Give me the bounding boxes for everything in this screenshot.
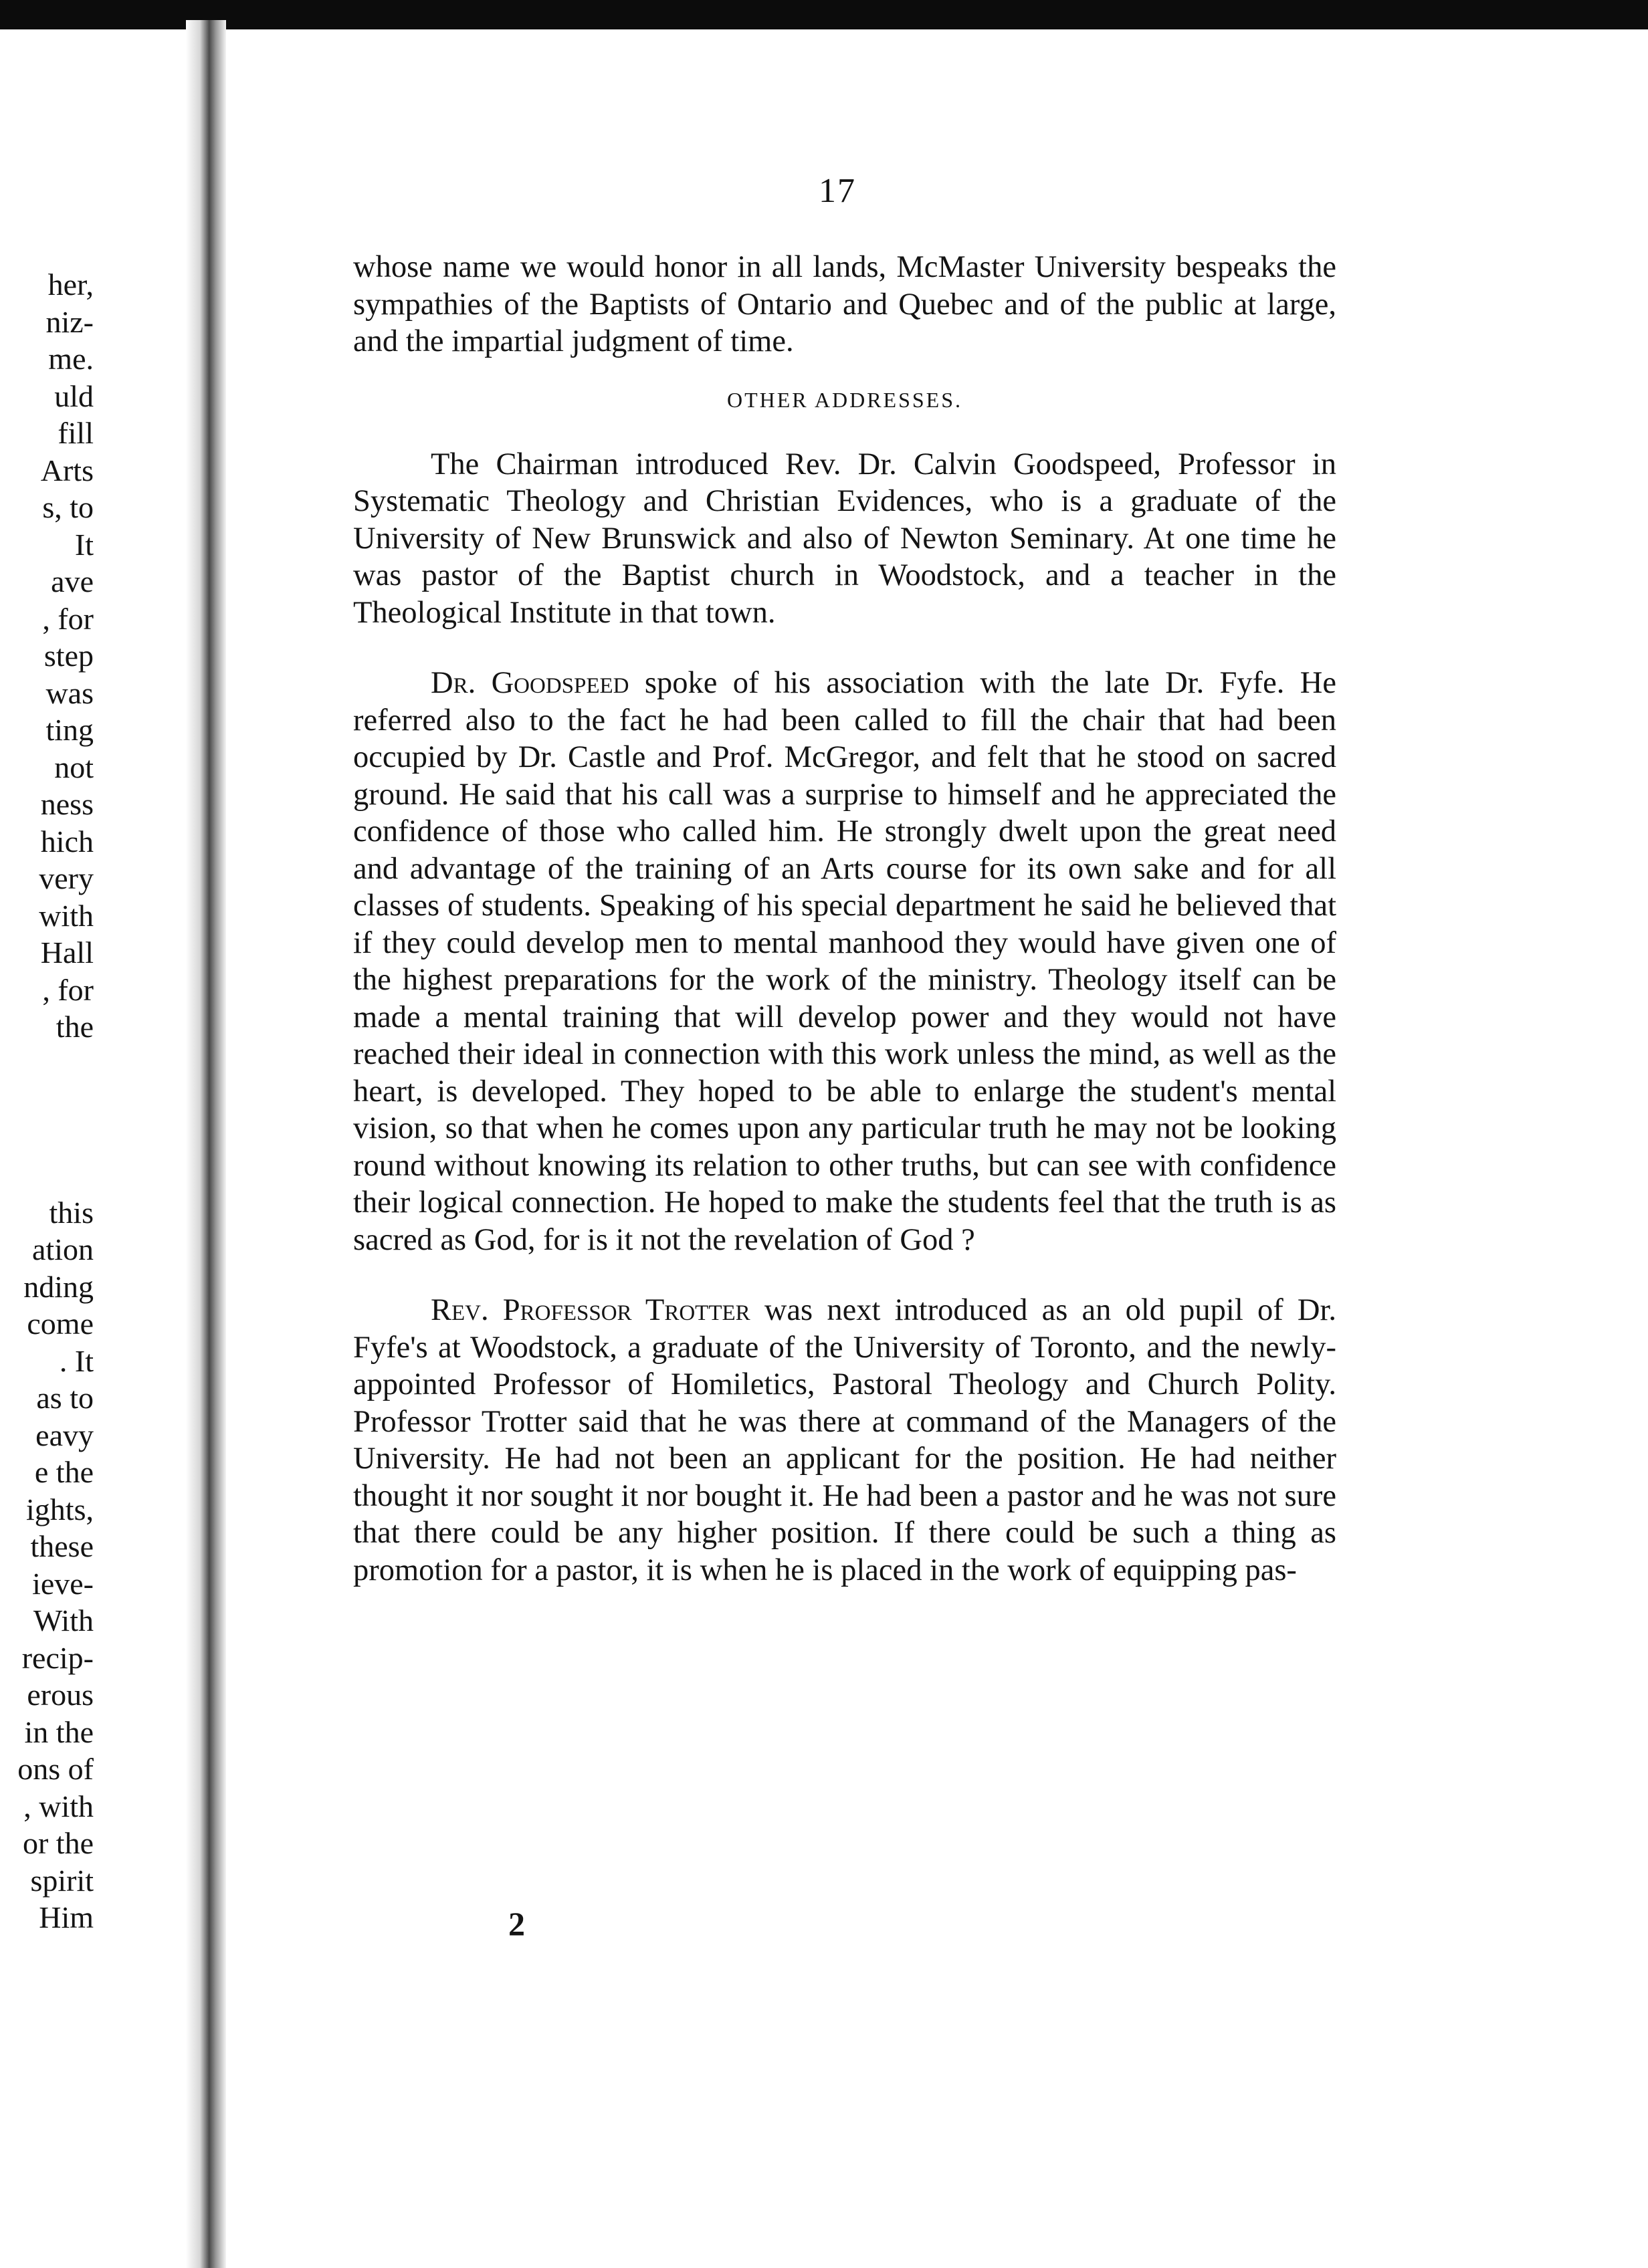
facing-page-line-fragment: eavy [35,1418,94,1452]
facing-page-edge [0,29,207,2268]
facing-page-line-fragment: ons of [17,1752,94,1786]
book-gutter-shadow [186,20,226,2268]
facing-page-line-fragment: It [74,527,94,562]
facing-page-line-fragment: come [27,1307,94,1341]
facing-page-line-fragment: . It [59,1343,94,1378]
facing-page-line-fragment: or the [22,1826,94,1860]
facing-page-line-fragment: spirit [30,1863,94,1898]
facing-page-line-fragment: With [33,1603,94,1637]
goodspeed-paragraph [353,665,1336,1258]
facing-page-line-fragment: these [30,1529,94,1563]
facing-page-line-fragment: erous [27,1678,94,1712]
facing-page-line-fragment: not [54,750,94,784]
facing-page-line-fragment: step [43,639,94,673]
speaker-name: Rev. Professor Trotter [431,1293,750,1327]
paragraph-text: was next introduced as an old pupil of Dr. Fyfe's at Woodstock, a graduate of the University of Toronto, and the newly-appointed Professor of Homiletics, Pastoral Theology and Church Polity. Professor Trotter said that he was there at command of the Managers of the University. He had not been an applicant for the position. He had neither thought it nor sought it nor bought it. He had been a pastor and he was not sure that there could be any higher position. If there could be such a thing as promotion for a pastor, it is when he is placed in the work of equipping pas- [353,1293,1336,1587]
facing-page-gap [17,1046,94,1194]
facing-page-line-fragment: recip- [21,1640,94,1675]
facing-page-line-fragment: hich [40,824,94,859]
printer-signature-mark: 2 [508,1905,525,1942]
facing-page-line-fragment: was [45,675,94,710]
facing-page-line-fragment: e the [34,1455,94,1489]
facing-page-line-fragment: with [39,898,94,933]
facing-page-line-fragment: Hall [40,935,94,970]
facing-page-line-fragment: this [49,1195,94,1230]
facing-page-line-fragment: Him [39,1900,94,1934]
section-heading: OTHER ADDRESSES. [726,387,963,412]
introduction-paragraph: The Chairman introduced Rev. Dr. Calvin Goodspeed, Professor in Systematic Theology and Christian Evidences, who is a graduate of the University of New Brunswick and also of Newton Seminary. At one time he was pastor of the Baptist church in Woodstock, and a teacher in the Theological Institute in that town. [353,447,1336,630]
facing-page-line-fragment: very [39,861,94,895]
facing-page-line-fragment: the [56,1010,94,1044]
facing-page-line-fragment: niz- [45,304,94,339]
facing-page-line-fragment: ights, [26,1492,94,1526]
scan-top-border [0,0,1648,29]
trotter-paragraph [353,1292,1336,1589]
facing-page-line-fragment: Arts [40,453,94,487]
page-body [353,249,1336,1589]
speaker-name: Dr. Goodspeed [431,666,629,700]
facing-page-line-fragment: ness [40,787,94,821]
facing-page-line-fragment: as to [36,1381,94,1415]
facing-page-line-fragment: ation [32,1232,94,1266]
page-number: 17 [819,172,856,210]
facing-page-line-fragment: ting [45,713,94,747]
facing-page-line-fragment: nding [23,1269,94,1304]
facing-page-line-fragment: ave [51,564,94,598]
opening-paragraph: whose name we would honor in all lands, McMaster University bespeaks the sympathies of the Baptists of Ontario and Quebec and of the public at large, and the impartial judgment of time. [353,250,1336,358]
facing-page-line-fragment: me. [48,342,94,376]
facing-page-text-fragments [17,266,94,1936]
facing-page-line-fragment: s, to [42,490,94,524]
facing-page-line-fragment: uld [54,378,94,413]
facing-page-line-fragment: fill [58,416,94,450]
facing-page-line-fragment: , for [42,972,94,1007]
facing-page-line-fragment: her, [47,267,94,302]
paragraph-text: spoke of his association with the late Dr. Fyfe. He referred also to the fact he had been called to fill the chair that had been occupied by Dr. Castle and Prof. McGregor, and felt that he stood on sacred ground. He said that his call was a surprise to himself and he appreciated the confidence of those who called him. He strongly dwelt upon the great need and advantage of the training of an Arts course for its own sake and for all classes of students. Speaking of his special department he said he believed that if they could develop men to mental manhood they would have given one of the highest preparations for the work of the ministry. Theology itself can be made a mental training that will develop power and they would not have reached their ideal in connection with this work unless the mind, as well as the heart, is developed. They hoped to be able to enlarge the student's mental vision, so that when he comes upon any particular truth he may not be looking round without knowing its relation to other truths, but can see with confidence their logical connection. He hoped to make the students feel that the truth is as sacred as God, for is it not the revelation of God ? [353,666,1336,1257]
facing-page-line-fragment: in the [24,1714,94,1749]
facing-page-line-fragment: , with [23,1789,94,1823]
facing-page-line-fragment: ieve- [32,1566,94,1601]
facing-page-line-fragment: , for [42,601,94,636]
